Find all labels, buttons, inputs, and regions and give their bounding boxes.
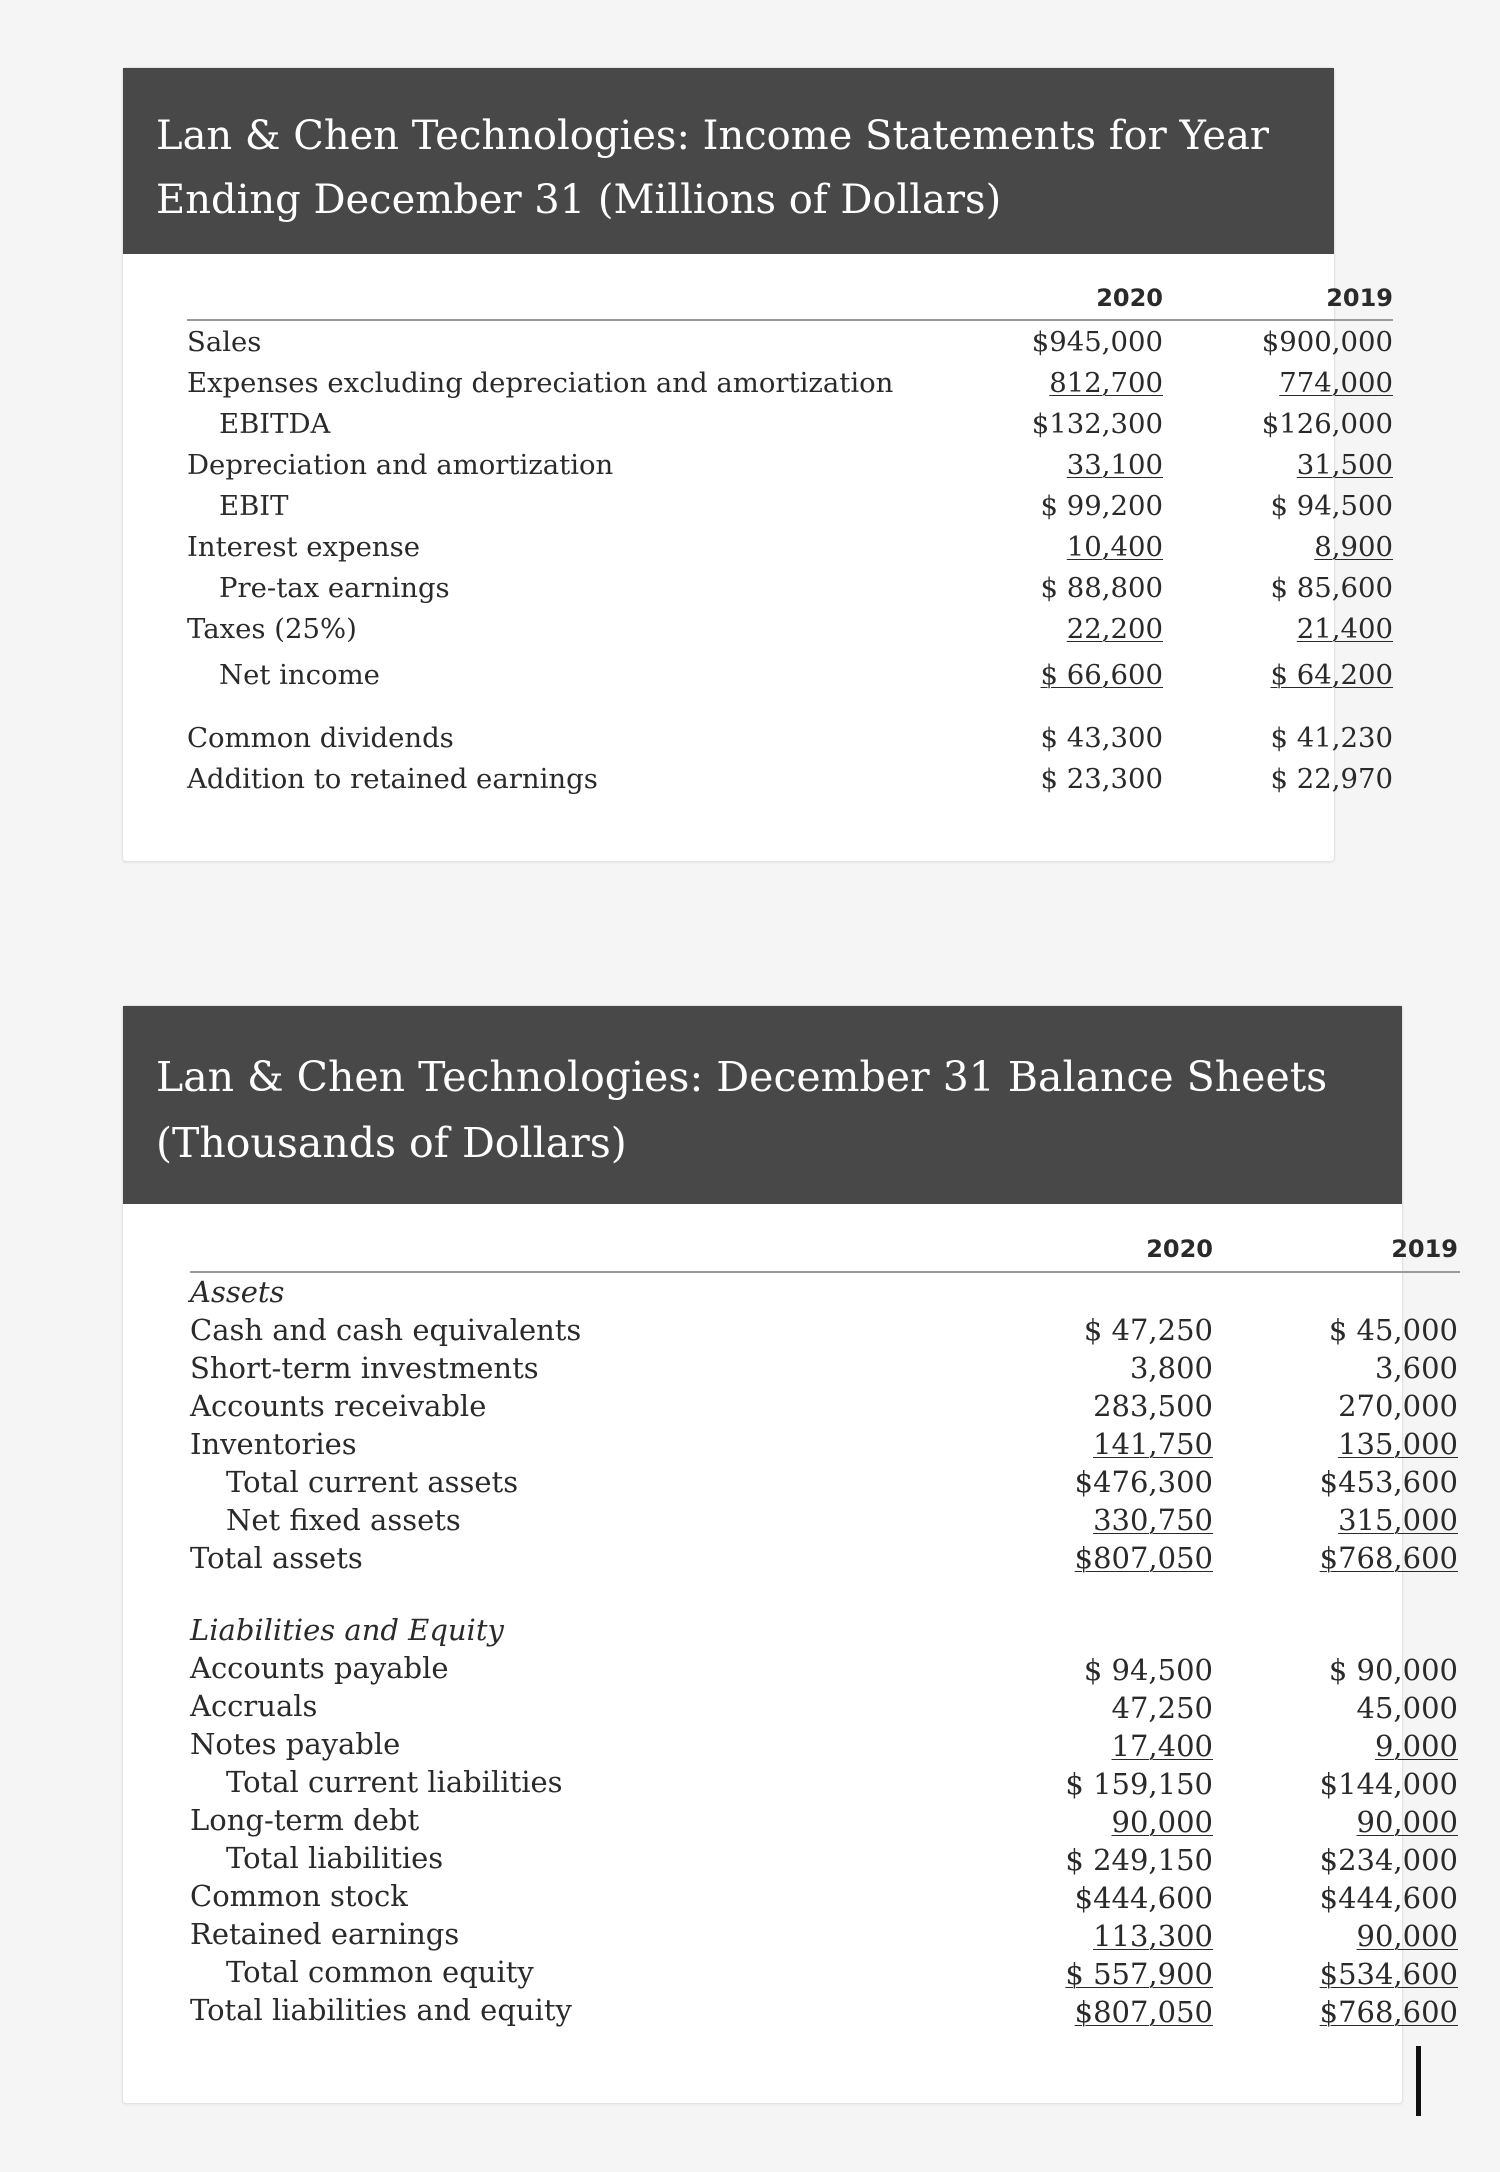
- liability-row-value-2020: $ 557,900: [1065, 1957, 1213, 1991]
- asset-row-label: Inventories: [190, 1427, 357, 1461]
- asset-row-value-2019: 135,000: [1338, 1427, 1458, 1461]
- income-row-value-2019: $ 64,200: [1270, 659, 1393, 691]
- income-row-label: Sales: [187, 326, 262, 358]
- income-row-value-2020: 22,200: [1066, 613, 1163, 645]
- income-row-value-2020: $132,300: [1031, 408, 1163, 440]
- balance-col-header-2019: 2019: [1391, 1235, 1458, 1263]
- income-row-value-2020: 33,100: [1066, 449, 1163, 481]
- asset-row-value-2019: $453,600: [1319, 1465, 1458, 1499]
- liabilities-heading: Liabilities and Equity: [190, 1613, 504, 1647]
- liability-row-value-2019: $768,600: [1319, 1995, 1458, 2029]
- income-row-value-2020: $ 23,300: [1040, 763, 1163, 795]
- income-row-label: Interest expense: [187, 531, 420, 563]
- asset-row-value-2019: 3,600: [1374, 1351, 1458, 1385]
- liability-row-label: Common stock: [190, 1879, 408, 1913]
- liability-row-value-2019: 9,000: [1374, 1729, 1458, 1763]
- asset-row-label: Total current assets: [226, 1465, 519, 1499]
- asset-row-value-2019: $768,600: [1319, 1541, 1458, 1575]
- income-row-value-2020: $945,000: [1031, 326, 1163, 358]
- income-row-value-2020: 10,400: [1066, 531, 1163, 563]
- liability-row-label: Total liabilities and equity: [190, 1993, 572, 2027]
- asset-row-label: Accounts receivable: [190, 1389, 487, 1423]
- income-header-rule: [187, 319, 1393, 321]
- asset-row-label: Total assets: [190, 1541, 363, 1575]
- assets-heading: Assets: [190, 1275, 285, 1309]
- income-row-value-2020: $ 66,600: [1040, 659, 1163, 691]
- liability-row-label: Accruals: [190, 1689, 318, 1723]
- liability-row-label: Long-term debt: [190, 1803, 420, 1837]
- income-col-header-2019: 2019: [1326, 284, 1393, 312]
- income-col-header-2020: 2020: [1096, 284, 1163, 312]
- income-row-label: EBITDA: [219, 408, 331, 440]
- liability-row-value-2019: $534,600: [1319, 1957, 1458, 1991]
- liability-row-label: Total common equity: [226, 1955, 534, 1989]
- liability-row-value-2019: 90,000: [1356, 1805, 1458, 1839]
- asset-row-value-2020: 283,500: [1093, 1389, 1213, 1423]
- income-table: [123, 68, 1393, 861]
- income-row-label: Common dividends: [187, 722, 454, 754]
- income-row-label: Pre-tax earnings: [219, 572, 450, 604]
- liability-row-value-2020: $ 249,150: [1065, 1843, 1213, 1877]
- asset-row-value-2019: 270,000: [1338, 1389, 1458, 1423]
- balance-col-header-2020: 2020: [1146, 1235, 1213, 1263]
- liability-row-label: Retained earnings: [190, 1917, 460, 1951]
- liability-row-label: Total current liabilities: [226, 1765, 563, 1799]
- income-row-value-2020: 812,700: [1049, 367, 1163, 399]
- income-row-label: Expenses excluding depreciation and amortization: [187, 367, 894, 399]
- liability-row-value-2020: 113,300: [1093, 1919, 1213, 1953]
- income-row-value-2019: $ 85,600: [1270, 572, 1393, 604]
- liability-row-value-2020: $ 94,500: [1083, 1653, 1213, 1687]
- asset-row-value-2020: 330,750: [1093, 1503, 1213, 1537]
- balance-sheet-card: [122, 1005, 1458, 2104]
- income-row-value-2019: $900,000: [1261, 326, 1393, 358]
- asset-row-value-2020: $ 47,250: [1083, 1313, 1213, 1347]
- liability-row-value-2019: $234,000: [1319, 1843, 1458, 1877]
- income-row-value-2019: $ 94,500: [1270, 490, 1393, 522]
- asset-row-value-2019: 315,000: [1338, 1503, 1458, 1537]
- liability-row-value-2020: 90,000: [1111, 1805, 1213, 1839]
- text-cursor: [1416, 2046, 1421, 2116]
- liability-row-value-2019: 90,000: [1356, 1919, 1458, 1953]
- income-row-label: EBIT: [219, 490, 289, 522]
- income-title-line-2: Ending December 31 (Millions of Dollars): [156, 177, 1002, 223]
- asset-row-label: Short-term investments: [190, 1351, 539, 1385]
- balance-header-rule: [190, 1271, 1460, 1273]
- asset-row-value-2019: $ 45,000: [1328, 1313, 1458, 1347]
- income-row-label: Addition to retained earnings: [187, 763, 598, 795]
- income-row-label: Net income: [219, 659, 380, 691]
- asset-row-value-2020: $476,300: [1074, 1465, 1213, 1499]
- liability-row-value-2019: $ 90,000: [1328, 1653, 1458, 1687]
- balance-title-line-1: Lan & Chen Technologies: December 31 Balance Sheets: [156, 1053, 1328, 1101]
- income-row-value-2019: 8,900: [1314, 531, 1393, 563]
- liability-row-label: Total liabilities: [226, 1841, 444, 1875]
- liability-row-label: Notes payable: [190, 1727, 401, 1761]
- liability-row-value-2019: $144,000: [1319, 1767, 1458, 1801]
- asset-row-value-2020: 3,800: [1129, 1351, 1213, 1385]
- liability-row-label: Accounts payable: [190, 1651, 449, 1685]
- balance-title-line-2: (Thousands of Dollars): [156, 1119, 627, 1167]
- income-row-value-2020: $ 43,300: [1040, 722, 1163, 754]
- liability-row-value-2019: 45,000: [1356, 1691, 1458, 1725]
- asset-row-label: Net fixed assets: [226, 1503, 461, 1537]
- income-row-value-2019: 31,500: [1296, 449, 1393, 481]
- liability-row-value-2020: $444,600: [1074, 1881, 1213, 1915]
- income-row-value-2019: 774,000: [1279, 367, 1393, 399]
- income-row-label: Taxes (25%): [187, 613, 357, 645]
- income-title-line-1: Lan & Chen Technologies: Income Statements for Year: [156, 113, 1270, 159]
- income-row-value-2020: $ 88,800: [1040, 572, 1163, 604]
- balance-table: [123, 1006, 1458, 2103]
- income-row-value-2019: $ 22,970: [1270, 763, 1393, 795]
- liability-row-value-2019: $444,600: [1319, 1881, 1458, 1915]
- income-row-label: Depreciation and amortization: [187, 449, 614, 481]
- income-row-value-2019: $ 41,230: [1270, 722, 1393, 754]
- asset-row-value-2020: 141,750: [1093, 1427, 1213, 1461]
- liability-row-value-2020: 17,400: [1111, 1729, 1213, 1763]
- asset-row-value-2020: $807,050: [1074, 1541, 1213, 1575]
- income-statement-card: [122, 67, 1393, 862]
- liability-row-value-2020: 47,250: [1111, 1691, 1213, 1725]
- asset-row-label: Cash and cash equivalents: [190, 1313, 582, 1347]
- liability-row-value-2020: $807,050: [1074, 1995, 1213, 2029]
- income-row-value-2019: 21,400: [1296, 613, 1393, 645]
- income-row-value-2020: $ 99,200: [1040, 490, 1163, 522]
- liability-row-value-2020: $ 159,150: [1065, 1767, 1213, 1801]
- income-row-value-2019: $126,000: [1261, 408, 1393, 440]
